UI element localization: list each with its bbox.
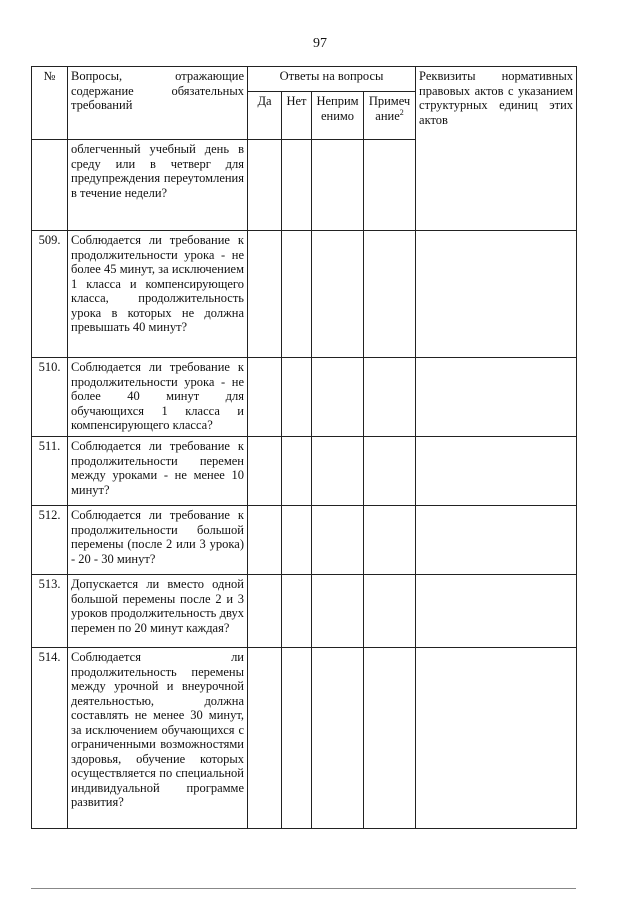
question-text: Соблюдается ли продолжительность перемены между урочной и внеурочной деятельностью, должна составлять не менее 30 минут, за исключением обучающихся с ограниченными возможностями здоровья, обучение которых осуществляется по специальной индивидуальной программе развития? xyxy=(68,648,248,829)
answer-note-cell[interactable] xyxy=(364,437,416,506)
question-text: Соблюдается ли требование к продолжительности перемен между уроками - не менее 10 минут? xyxy=(68,437,248,506)
answer-note-cell[interactable] xyxy=(364,506,416,575)
requisites-cell[interactable] xyxy=(416,575,577,648)
table-row xyxy=(32,575,577,648)
table-row xyxy=(32,648,577,829)
row-number xyxy=(32,140,68,231)
answer-na-cell[interactable] xyxy=(312,506,364,575)
header-num: № xyxy=(32,67,68,140)
header-answers: Ответы на вопросы xyxy=(248,67,416,92)
answer-note-cell[interactable] xyxy=(364,140,416,231)
answer-na-cell[interactable] xyxy=(312,358,364,437)
question-text: Соблюдается ли требование к продолжительности урока - не более 40 минут для обучающихся 1 класса и компенсирующего класса? xyxy=(68,358,248,437)
checklist-table xyxy=(31,66,577,829)
answer-note-cell[interactable] xyxy=(364,358,416,437)
header-not-applicable: Неприм енимо xyxy=(312,92,364,140)
row-number: 511. xyxy=(32,437,68,506)
requisites-cell[interactable] xyxy=(416,358,577,437)
table-row xyxy=(32,437,577,506)
answer-no-cell[interactable] xyxy=(282,575,312,648)
answer-na-cell[interactable] xyxy=(312,648,364,829)
table-row xyxy=(32,231,577,358)
requisites-cell[interactable] xyxy=(416,648,577,829)
row-number: 510. xyxy=(32,358,68,437)
answer-na-cell[interactable] xyxy=(312,140,364,231)
answer-no-cell[interactable] xyxy=(282,358,312,437)
answer-na-cell[interactable] xyxy=(312,231,364,358)
answer-na-cell[interactable] xyxy=(312,575,364,648)
requisites-cell[interactable] xyxy=(416,231,577,358)
header-row-1 xyxy=(32,67,577,92)
question-text: Соблюдается ли требование к продолжительности урока - не более 45 минут, за исключением 1 класса и компенсирующего класса, продолжительность урока в которых не должна превышать 40 минут? xyxy=(68,231,248,358)
header-yes: Да xyxy=(248,92,282,140)
answer-yes-cell[interactable] xyxy=(248,575,282,648)
answer-note-cell[interactable] xyxy=(364,648,416,829)
requisites-cell[interactable] xyxy=(416,437,577,506)
answer-note-cell[interactable] xyxy=(364,575,416,648)
question-text: облегченный учебный день в среду или в четверг для предупреждения переутомления в течение недели? xyxy=(68,140,248,231)
answer-yes-cell[interactable] xyxy=(248,437,282,506)
header-requisites: Реквизиты нормативных правовых актов с указанием структурных единиц этих актов xyxy=(416,67,577,231)
header-no: Нет xyxy=(282,92,312,140)
requisites-cell[interactable] xyxy=(416,506,577,575)
answer-yes-cell[interactable] xyxy=(248,140,282,231)
question-text: Соблюдается ли требование к продолжительности большой перемены (после 2 или 3 урока) - 20 - 30 минут? xyxy=(68,506,248,575)
answer-na-cell[interactable] xyxy=(312,437,364,506)
answer-no-cell[interactable] xyxy=(282,506,312,575)
table-row xyxy=(32,358,577,437)
header-note-footnote: 2 xyxy=(399,107,404,117)
row-number: 513. xyxy=(32,575,68,648)
page-bottom-rule xyxy=(31,888,576,889)
answer-no-cell[interactable] xyxy=(282,437,312,506)
answer-no-cell[interactable] xyxy=(282,648,312,829)
answer-yes-cell[interactable] xyxy=(248,231,282,358)
header-note-label: Примеч ание xyxy=(368,94,411,123)
answer-yes-cell[interactable] xyxy=(248,648,282,829)
answer-yes-cell[interactable] xyxy=(248,358,282,437)
answer-note-cell[interactable] xyxy=(364,231,416,358)
question-text: Допускается ли вместо одной большой перемены после 2 и 3 уроков продолжительность двух перемен по 20 минут каждая? xyxy=(68,575,248,648)
table-row xyxy=(32,506,577,575)
row-number: 509. xyxy=(32,231,68,358)
answer-yes-cell[interactable] xyxy=(248,506,282,575)
page-number: 97 xyxy=(313,36,327,51)
header-note xyxy=(364,92,416,140)
row-number: 514. xyxy=(32,648,68,829)
answer-no-cell[interactable] xyxy=(282,140,312,231)
header-questions: Вопросы, отражающие содержание обязательных требований xyxy=(68,67,248,140)
row-number: 512. xyxy=(32,506,68,575)
answer-no-cell[interactable] xyxy=(282,231,312,358)
